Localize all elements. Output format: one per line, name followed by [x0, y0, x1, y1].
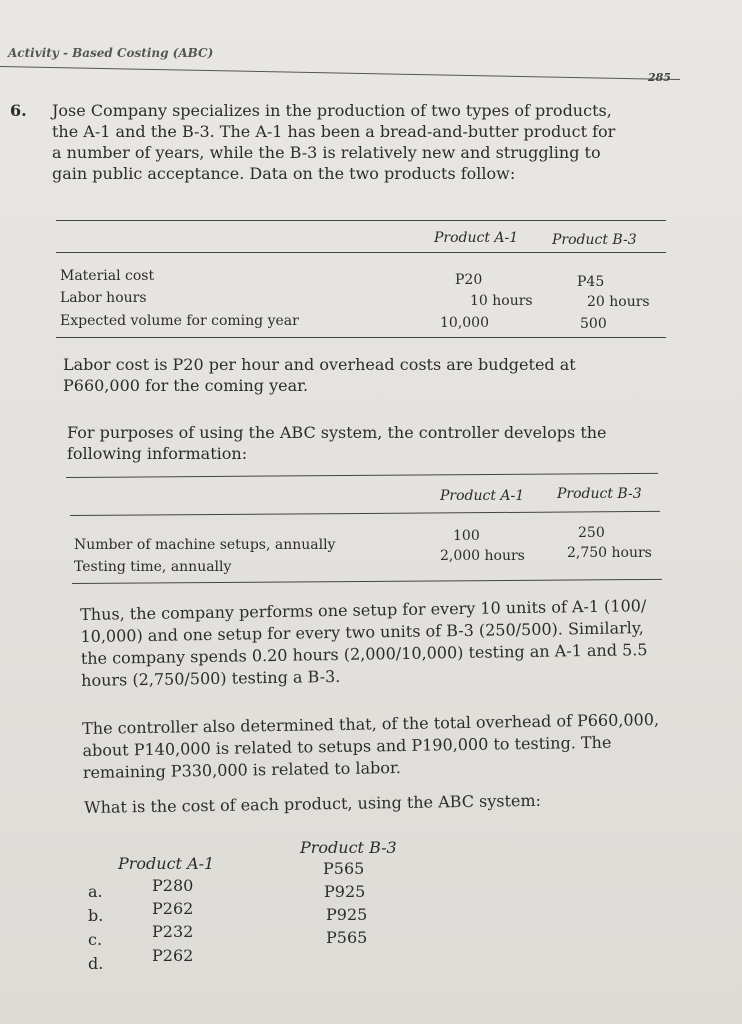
abc-line: For purposes of using the ABC system, the controller develops the	[67, 423, 607, 442]
table2-cell: 2,750 hours	[567, 545, 652, 561]
table2-row-label: Number of machine setups, annually	[74, 537, 336, 553]
table1-row-label: Expected volume for coming year	[60, 313, 299, 329]
intro-line: a number of years, while the B-3 is relatively new and struggling to	[52, 143, 601, 162]
table2-header-rule	[70, 511, 660, 516]
thus-line: hours (2,750/500) testing a B-3.	[81, 666, 341, 690]
option-letter[interactable]: d.	[88, 954, 104, 973]
table1-header-rule	[56, 252, 666, 253]
table2-cell: 100	[453, 528, 480, 544]
table2-top-rule	[66, 473, 658, 478]
table1-cell: 20 hours	[587, 294, 650, 310]
option-a1-value: P262	[152, 946, 194, 965]
thus-line: Thus, the company performs one setup for every 10 units of A-1 (100/	[80, 596, 647, 624]
question-intro	[52, 100, 615, 184]
abc-paragraph	[67, 422, 607, 464]
option-letter[interactable]: b.	[88, 906, 104, 925]
option-b3-value: P925	[326, 905, 368, 924]
intro-line: the A-1 and the B-3. The A-1 has been a bread-and-butter product for	[52, 122, 616, 141]
option-letter[interactable]: c.	[88, 930, 103, 949]
option-a1-value: P280	[152, 876, 194, 895]
thus-line: 10,000) and one setup for every two units of B-3 (250/500). Similarly,	[80, 618, 644, 646]
option-a1-value: P262	[152, 899, 194, 918]
option-b3-value: P925	[324, 882, 366, 901]
table2-cell: 2,000 hours	[440, 548, 525, 564]
table1-header-b3: Product B-3	[552, 232, 637, 248]
table1-cell: P45	[577, 274, 605, 290]
table2-bottom-rule	[72, 579, 662, 584]
abc-line: following information:	[67, 444, 248, 463]
option-a1-value: P232	[152, 922, 194, 941]
intro-line: Jose Company specializes in the production of two types of products,	[52, 101, 612, 120]
table1-cell: P20	[455, 272, 483, 288]
table1-top-rule	[56, 220, 666, 221]
intro-line: gain public acceptance. Data on the two products follow:	[52, 164, 516, 183]
question-number: 6.	[10, 101, 27, 120]
table1-row-label: Labor hours	[60, 290, 147, 306]
option-b3-value: P565	[326, 928, 368, 947]
options-header-b3: Product B-3	[300, 838, 397, 857]
labor-line: P660,000 for the coming year.	[63, 376, 309, 395]
table2-header-a1: Product A-1	[440, 488, 525, 504]
table2-cell: 250	[578, 525, 605, 541]
table1-header-a1: Product A-1	[434, 230, 519, 246]
table1-bottom-rule	[56, 337, 666, 338]
controller-line: remaining P330,000 is related to labor.	[82, 757, 402, 782]
question-prompt: What is the cost of each product, using the ABC system:	[84, 790, 542, 817]
table2-row-label: Testing time, annually	[74, 559, 232, 575]
controller-line: about P140,000 is related to setups and P190,000 to testing. The	[82, 732, 612, 760]
controller-paragraph	[82, 709, 660, 784]
table1-cell: 10 hours	[470, 293, 533, 309]
labor-line: Labor cost is P20 per hour and overhead costs are budgeted at	[63, 355, 576, 374]
options-header-a1: Product A-1	[118, 854, 215, 873]
table1-row-label: Material cost	[60, 268, 155, 284]
table1-cell: 500	[580, 316, 607, 332]
controller-line: The controller also determined that, of the total overhead of P660,000,	[82, 709, 660, 738]
header-rule	[0, 66, 680, 80]
thus-paragraph	[80, 595, 648, 692]
option-letter[interactable]: a.	[88, 882, 103, 901]
running-header: Activity - Based Costing (ABC)	[8, 46, 214, 60]
labor-paragraph	[63, 354, 576, 396]
table1-cell: 10,000	[440, 315, 489, 331]
option-b3-first: P565	[323, 859, 365, 878]
thus-line: the company spends 0.20 hours (2,000/10,000) testing an A-1 and 5.5	[80, 640, 648, 668]
page-number: 285	[648, 71, 671, 84]
table2-header-b3: Product B-3	[557, 486, 642, 502]
